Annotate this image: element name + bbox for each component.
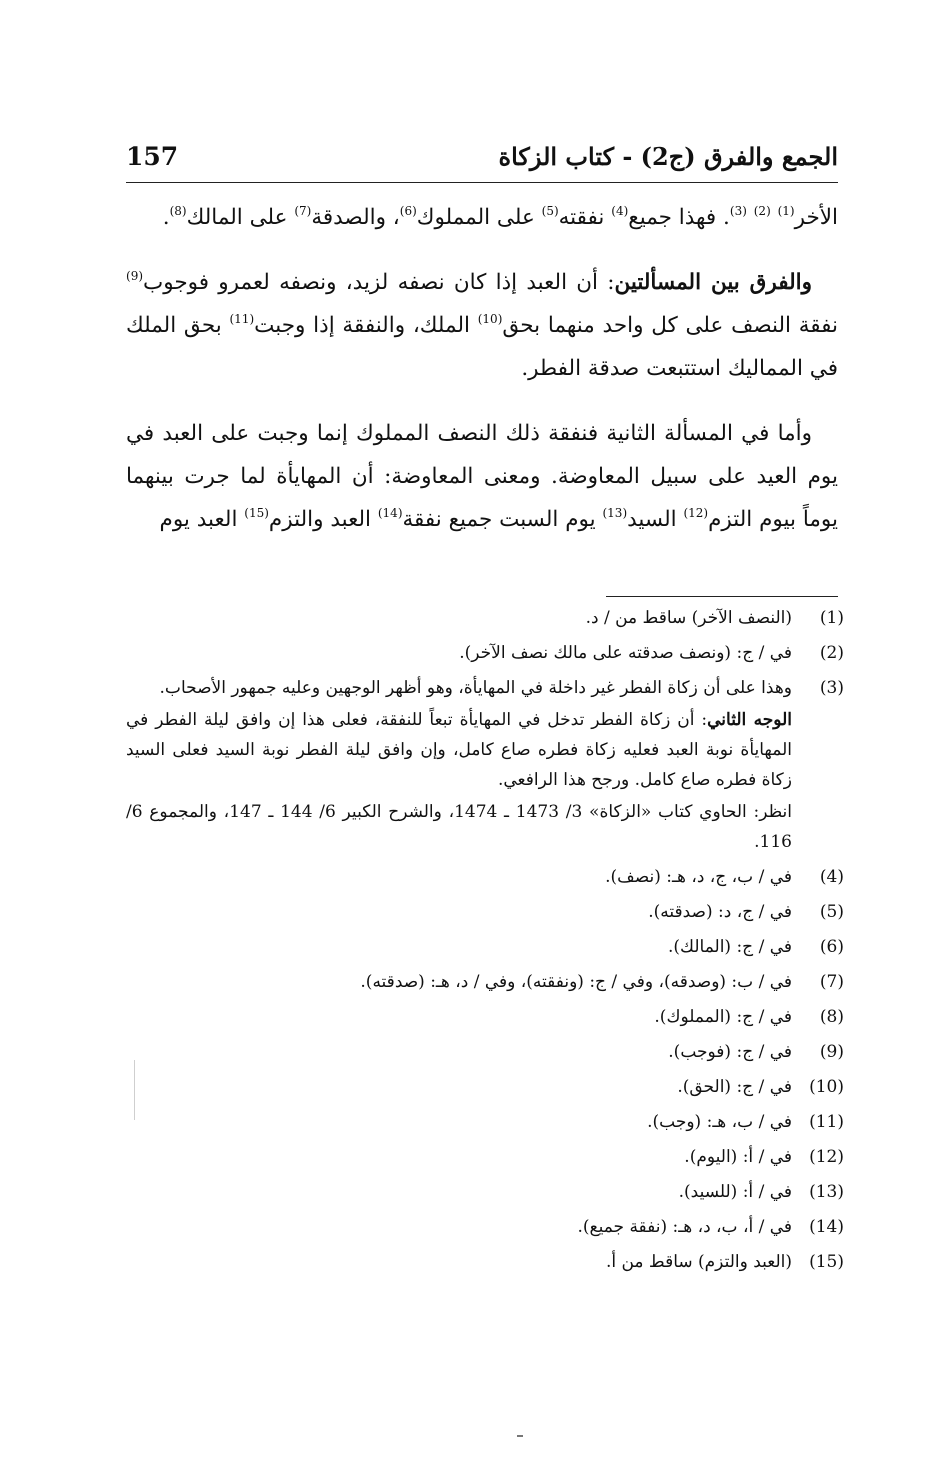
footnote-ref: (10) (477, 312, 503, 326)
footnote-ref: (2) (753, 204, 771, 218)
footnote-ref: (7) (294, 204, 312, 218)
footnote-number: (1) (819, 608, 844, 628)
text-run: نفقة النصف على كل واحد منهما بحق (502, 313, 839, 338)
footnote-lead: الوجه الثاني (707, 710, 792, 730)
paragraph-2 (126, 261, 838, 390)
text-run: . (162, 205, 170, 230)
footnote-number: (11) (809, 1112, 844, 1132)
footnote-9 (126, 1037, 844, 1067)
footnote-number: (14) (809, 1217, 844, 1237)
footnote-text: في / أ: (اليوم). (684, 1147, 792, 1167)
footnote-ref: (14) (377, 506, 403, 520)
page-number: 157 (126, 142, 179, 171)
footnotes (126, 603, 844, 1282)
footnote-number: (2) (819, 643, 844, 663)
footnote-ref: (11) (229, 312, 255, 326)
footnote-number: (7) (819, 972, 844, 992)
text-run: الملك، والنفقة إذا وجبت (254, 313, 478, 338)
footnote-number: (15) (809, 1252, 844, 1272)
text-run: : أن زكاة الفطر تدخل في المهايأة تبعاً للنفقة، فعلى هذا إن وافق ليلة الفطر في المهايأة نوبة العبد فعليه زكاة فطره صاع كامل، وإن وافق ليلة الفطر نوبة السيد فعلى السيد زكاة فطره صاع كامل. ورجح هذا الرافعي. (126, 710, 792, 790)
footnote-ref: (12) (683, 506, 709, 520)
footnote-text: في / ب: (وصدقه)، وفي / ج: (ونفقته)، وفي / د، هـ: (صدقته). (360, 972, 792, 992)
text-run: العبد يوم (159, 507, 245, 532)
footnote-text (126, 673, 792, 857)
footnote-text: في / أ: (للسيد). (678, 1182, 792, 1202)
footnote-ref: (15) (244, 506, 269, 520)
footnote-paragraph: انظر: الحاوي كتاب «الزكاة» 3/ 1473 ـ 1474، والشرح الكبير 6/ 144 ـ 147، والمجموع 6/ 116. (126, 802, 792, 852)
footnote-separator (606, 596, 838, 597)
footnote-10 (126, 1072, 844, 1102)
footnote-text: في / ج: (ونصف صدقته على مالك نصف الآخر). (459, 643, 792, 663)
text-run: : أن العبد إذا كان نصفه لزيد، ونصفه لعمرو فوجوب (143, 270, 615, 295)
paragraph-3 (126, 412, 838, 541)
text-run: بحق الملك في المماليك استتبعت صدقة الفطر. (126, 313, 838, 381)
text-run: يوم السبت جميع نفقة (402, 507, 603, 532)
scan-artifact (517, 1435, 523, 1437)
footnote-ref: (13) (602, 506, 628, 520)
text-run: السيد (627, 507, 684, 532)
text-run: ، والصدقة (311, 205, 400, 230)
footnote-number: (9) (819, 1042, 844, 1062)
footnote-number: (4) (819, 867, 844, 887)
footnote-14 (126, 1212, 844, 1242)
footnote-8 (126, 1002, 844, 1032)
running-header (126, 142, 838, 182)
text-run: الأخر (794, 205, 838, 230)
footnote-number: (8) (819, 1007, 844, 1027)
footnote-text: في / أ، ب، د، هـ: (نفقة جميع). (577, 1217, 792, 1237)
footnote-ref: (6) (399, 204, 417, 218)
paragraph-lead: والفرق بين المسألتين (614, 270, 812, 295)
footnote-ref: (9) (126, 269, 144, 283)
footnote-ref: (4) (611, 204, 629, 218)
main-text (126, 196, 838, 563)
footnote-6 (126, 932, 844, 962)
footnote-5 (126, 897, 844, 927)
footnote-text: في / ج: (الحق). (677, 1077, 792, 1097)
footnote-text: في / ج، د: (صدقته). (648, 902, 792, 922)
text-run: العبد والتزم (268, 507, 378, 532)
footnote-text: في / ب، ج، د، هـ: (نصف). (605, 867, 792, 887)
footnote-ref: (3) (729, 204, 747, 218)
footnote-ref: (5) (541, 204, 559, 218)
footnote-7 (126, 967, 844, 997)
paragraph-1 (126, 196, 838, 239)
footnote-13 (126, 1177, 844, 1207)
text-run: . فهذا جميع (628, 205, 730, 230)
footnote-number: (3) (819, 678, 844, 698)
footnote-2 (126, 638, 844, 668)
text-run: على المملوك (416, 205, 542, 230)
footnote-number: (10) (809, 1077, 844, 1097)
footnote-12 (126, 1142, 844, 1172)
footnote-ref: (8) (169, 204, 187, 218)
footnote-text: في / ج: (المالك). (667, 937, 792, 957)
footnote-text: في / ج: (المملوك). (654, 1007, 792, 1027)
footnote-text: (النصف الآخر) ساقط من / د. (585, 608, 792, 628)
footnote-4 (126, 862, 844, 892)
footnote-1 (126, 603, 844, 633)
footnote-text: في / ج: (فوجب). (668, 1042, 792, 1062)
running-title: الجمع والفرق (ج2) - كتاب الزكاة (498, 142, 838, 171)
text-run: وأما في المسألة الثانية فنفقة ذلك النصف المملوك إنما وجبت على العبد في يوم العيد على سبيل المعاوضة. ومعنى المعاوضة: أن المهايأة لما جرت بينهما يوماً بيوم التزم (126, 421, 838, 532)
footnote-11 (126, 1107, 844, 1137)
footnote-number: (5) (819, 902, 844, 922)
footnote-number: (6) (819, 937, 844, 957)
footnote-number: (13) (809, 1182, 844, 1202)
footnote-ref: (1) (777, 204, 795, 218)
footnote-number: (12) (809, 1147, 844, 1167)
text-run: نفقته (558, 205, 612, 230)
footnote-text: (العبد والتزم) ساقط من أ. (605, 1252, 792, 1272)
footnote-paragraph (126, 705, 792, 795)
scan-artifact (134, 1060, 135, 1120)
header-rule (126, 182, 838, 183)
footnote-paragraph: وهذا على أن زكاة الفطر غير داخلة في المهايأة، وهو أظهر الوجهين وعليه جمهور الأصحاب. (159, 678, 792, 698)
footnote-15 (126, 1247, 844, 1277)
text-run: على المالك (186, 205, 295, 230)
footnote-text: في / ب، هـ: (وجب). (647, 1112, 792, 1132)
footnote-3 (126, 673, 844, 857)
